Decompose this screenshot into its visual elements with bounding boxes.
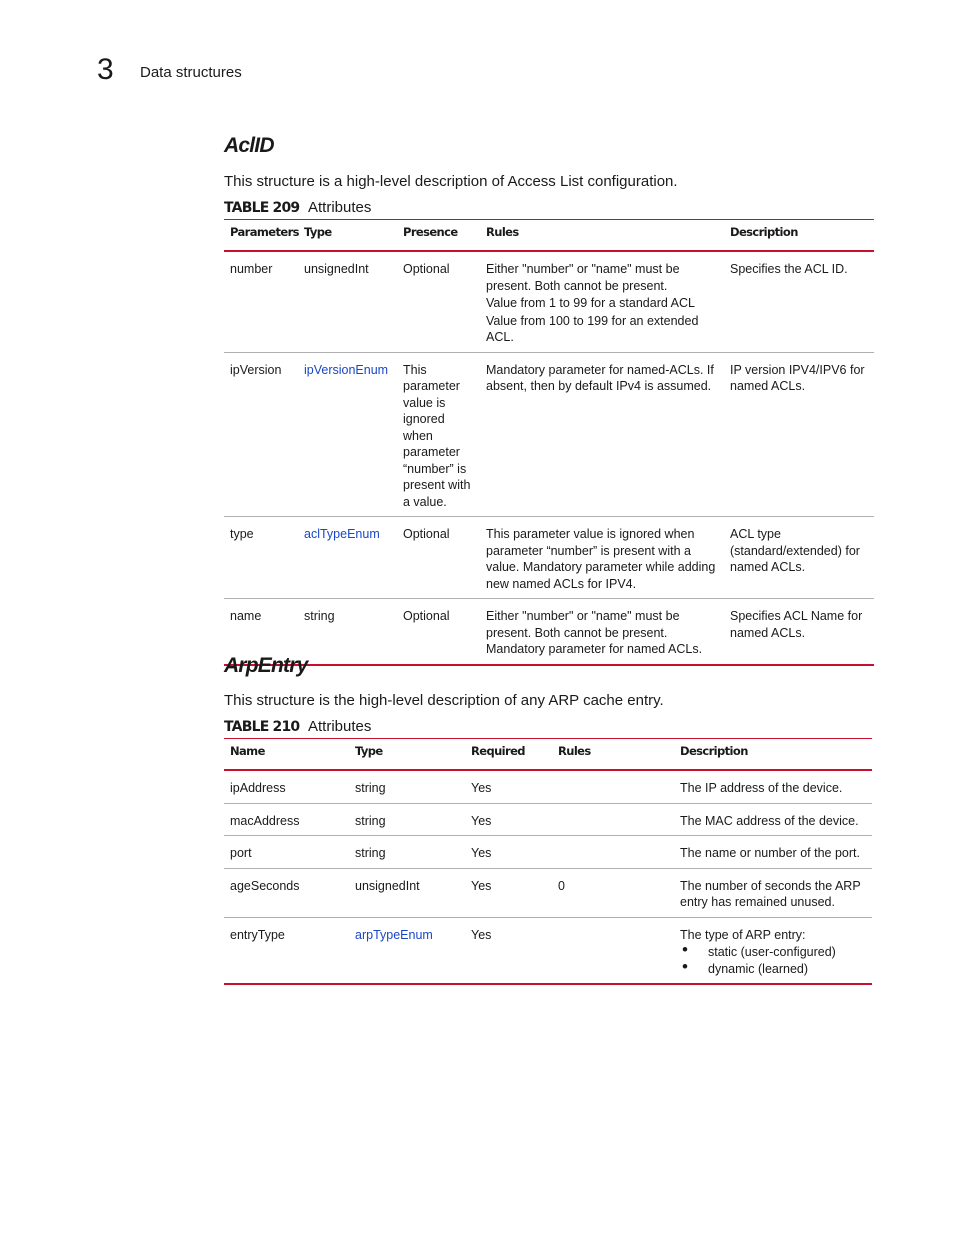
type-cell: string xyxy=(349,770,465,803)
required-cell: Yes xyxy=(465,917,552,984)
description-cell xyxy=(674,917,872,984)
description-cell: The number of seconds the ARP entry has remained unused. xyxy=(674,868,872,917)
required-cell: Yes xyxy=(465,803,552,836)
table-title: Attributes xyxy=(308,718,372,735)
table-row xyxy=(224,868,872,917)
type-cell: unsignedInt xyxy=(298,251,397,352)
rule-text: Either "number" or "name" must be present. Both cannot be present. Mandatory parameter for named ACLs. xyxy=(486,609,703,656)
table-row xyxy=(224,770,872,803)
table-label: TABLE 210 xyxy=(224,719,300,735)
rule-text: Value from 1 to 99 for a standard ACL xyxy=(486,296,695,310)
type-cell: unsignedInt xyxy=(349,868,465,917)
type-cell: string xyxy=(349,803,465,836)
description-cell: ACL type (standard/extended) for named ACLs. xyxy=(724,517,874,599)
column-header: Description xyxy=(724,220,874,252)
rule-text: Value from 100 to 199 for an extended ACL. xyxy=(486,313,699,344)
rules-cell: 0 xyxy=(552,868,674,917)
arpentry-intro: This structure is the high-level description of any ARP cache entry. xyxy=(224,692,664,709)
rules-cell xyxy=(480,517,724,599)
table-row xyxy=(224,251,874,352)
bullet-item: • static (user-configured) xyxy=(680,944,866,961)
type-link[interactable]: ipVersionEnum xyxy=(304,362,389,377)
rules-cell xyxy=(552,917,674,984)
chapter-number: 3 xyxy=(97,53,114,86)
chapter-title: Data structures xyxy=(140,64,242,81)
rules-cell xyxy=(552,836,674,869)
column-header: Presence xyxy=(397,220,480,252)
type-link[interactable]: arpTypeEnum xyxy=(355,927,433,942)
rule-text: Either "number" or "name" must be present. Both cannot be present. xyxy=(486,262,680,293)
type-cell xyxy=(298,352,397,517)
description-cell: Specifies ACL Name for named ACLs. xyxy=(724,599,874,665)
type-cell: string xyxy=(298,599,397,665)
type-cell xyxy=(298,517,397,599)
presence-cell: This parameter value is ignored when parameter “number” is present with a value. xyxy=(397,352,480,517)
table-title: Attributes xyxy=(308,199,372,216)
description-cell: Specifies the ACL ID. xyxy=(724,251,874,352)
name-cell: ageSeconds xyxy=(224,868,349,917)
table-209-caption xyxy=(224,199,874,219)
column-header: Type xyxy=(349,739,465,771)
name-cell: port xyxy=(224,836,349,869)
description-cell: IP version IPV4/IPV6 for named ACLs. xyxy=(724,352,874,517)
table-row xyxy=(224,917,872,984)
rules-cell xyxy=(480,352,724,517)
table-label: TABLE 209 xyxy=(224,200,300,216)
name-cell: ipAddress xyxy=(224,770,349,803)
column-header: Type xyxy=(298,220,397,252)
table-header-row xyxy=(224,220,874,252)
description-cell: The MAC address of the device. xyxy=(674,803,872,836)
name-cell: macAddress xyxy=(224,803,349,836)
description-text: The type of ARP entry: xyxy=(680,927,806,942)
aclid-attributes-table xyxy=(224,219,874,666)
rules-cell xyxy=(552,770,674,803)
aclid-section xyxy=(224,132,874,666)
bullet-list xyxy=(680,944,866,977)
presence-cell: Optional xyxy=(397,599,480,665)
column-header: Rules xyxy=(552,739,674,771)
type-cell xyxy=(349,917,465,984)
required-cell: Yes xyxy=(465,770,552,803)
table-row xyxy=(224,352,874,517)
table-row xyxy=(224,836,872,869)
rules-cell xyxy=(480,251,724,352)
presence-cell: Optional xyxy=(397,251,480,352)
column-header: Rules xyxy=(480,220,724,252)
arpentry-heading: ArpEntry xyxy=(224,654,308,677)
arpentry-attributes-table xyxy=(224,738,872,985)
required-cell: Yes xyxy=(465,868,552,917)
name-cell: entryType xyxy=(224,917,349,984)
description-cell: The name or number of the port. xyxy=(674,836,872,869)
param-cell: type xyxy=(224,517,298,599)
aclid-intro: This structure is a high-level description of Access List configuration. xyxy=(224,173,678,190)
aclid-heading: AclID xyxy=(224,134,274,157)
param-cell: number xyxy=(224,251,298,352)
table-row xyxy=(224,517,874,599)
table-row xyxy=(224,803,872,836)
table-210-caption xyxy=(224,718,872,738)
type-link[interactable]: aclTypeEnum xyxy=(304,527,380,541)
column-header: Name xyxy=(224,739,349,771)
param-cell: name xyxy=(224,599,298,665)
description-cell: The IP address of the device. xyxy=(674,770,872,803)
arpentry-section xyxy=(224,652,872,985)
type-cell: string xyxy=(349,836,465,869)
table-header-row xyxy=(224,739,872,771)
param-cell: ipVersion xyxy=(224,352,298,517)
column-header: Required xyxy=(465,739,552,771)
required-cell: Yes xyxy=(465,836,552,869)
rules-cell xyxy=(552,803,674,836)
rule-text: Mandatory parameter for named-ACLs. If absent, then by default IPv4 is assumed. xyxy=(486,362,714,393)
bullet-item: • dynamic (learned) xyxy=(680,961,866,978)
column-header: Description xyxy=(674,739,872,771)
rule-text: This parameter value is ignored when parameter “number” is present with a value. Mandatory parameter while adding new named ACLs for IPV4. xyxy=(486,527,716,591)
column-header: Parameters xyxy=(224,220,298,252)
presence-cell: Optional xyxy=(397,517,480,599)
